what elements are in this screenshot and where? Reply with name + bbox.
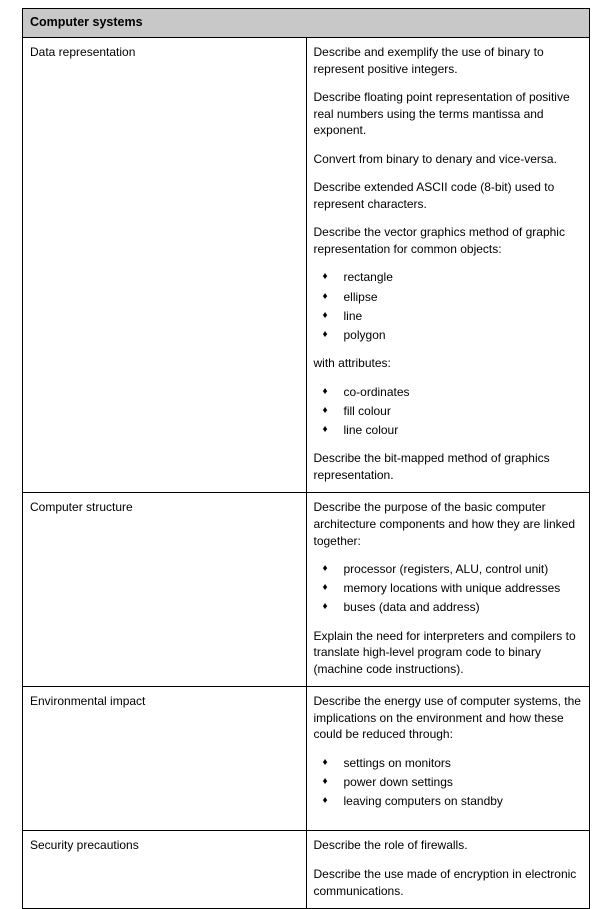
list-item: ♦ ellipse bbox=[314, 289, 583, 305]
topic-cell: Data representation bbox=[23, 38, 307, 493]
list-item: ♦ power down settings bbox=[314, 774, 583, 790]
list-item: ♦ buses (data and address) bbox=[314, 599, 583, 615]
list-item: ♦ leaving computers on standby bbox=[314, 793, 583, 809]
detail-paragraph: Describe the role of firewalls. bbox=[313, 838, 468, 853]
list-item: ♦ settings on monitors bbox=[314, 755, 583, 771]
list-item: ♦ processor (registers, ALU, control unit) bbox=[314, 561, 583, 577]
detail-paragraph: Describe extended ASCII code (8-bit) used to represent characters. bbox=[313, 180, 555, 211]
table-head bbox=[23, 9, 590, 38]
syllabus-table bbox=[22, 8, 590, 909]
detail-bullet-list bbox=[314, 269, 583, 343]
detail-paragraph: with attributes: bbox=[313, 356, 391, 371]
detail-paragraph: Describe the energy use of computer systems, the implications on the environment and how these could be reduced through: bbox=[313, 694, 581, 742]
detail-paragraph: Explain the need for interpreters and compilers to translate high-level program code to binary (machine code instructions). bbox=[313, 628, 576, 676]
topic-cell: Security precautions bbox=[23, 831, 307, 909]
detail-paragraph: Describe floating point representation of positive real numbers using the terms mantissa and exponent. bbox=[313, 90, 570, 138]
detail-paragraph: Describe the bit-mapped method of graphics representation. bbox=[313, 451, 550, 482]
topic-cell: Computer structure bbox=[23, 493, 307, 687]
list-item: ♦ memory locations with unique addresses bbox=[314, 580, 583, 596]
topic-cell: Environmental impact bbox=[23, 687, 307, 831]
list-item: ♦ fill colour bbox=[314, 403, 583, 419]
detail-paragraph: Describe the purpose of the basic computer architecture components and how they are linked together: bbox=[313, 500, 575, 548]
detail-bullet-list bbox=[314, 755, 583, 810]
detail-paragraph: Describe the use made of encryption in electronic communications. bbox=[313, 867, 577, 898]
detail-cell bbox=[306, 687, 590, 831]
list-item: ♦ co-ordinates bbox=[314, 384, 583, 400]
list-item: ♦ line colour bbox=[314, 422, 583, 438]
detail-paragraph: Describe the vector graphics method of graphic representation for common objects: bbox=[313, 225, 565, 256]
detail-paragraph: Describe and exemplify the use of binary to represent positive integers. bbox=[313, 45, 544, 76]
list-item: ♦ polygon bbox=[314, 327, 583, 343]
table-row bbox=[23, 831, 590, 909]
detail-cell bbox=[306, 38, 590, 493]
table-row bbox=[23, 38, 590, 493]
table-body bbox=[23, 38, 590, 909]
table-header-row bbox=[23, 9, 590, 38]
list-item: ♦ rectangle bbox=[314, 269, 583, 285]
list-item: ♦ line bbox=[314, 308, 583, 324]
table-row bbox=[23, 493, 590, 687]
table-header-title: Computer systems bbox=[23, 9, 590, 38]
detail-bullet-list bbox=[314, 384, 583, 439]
detail-paragraph: Convert from binary to denary and vice-versa. bbox=[313, 151, 557, 166]
table-row bbox=[23, 687, 590, 831]
detail-cell bbox=[306, 831, 590, 909]
detail-bullet-list bbox=[314, 561, 583, 616]
detail-cell bbox=[306, 493, 590, 687]
